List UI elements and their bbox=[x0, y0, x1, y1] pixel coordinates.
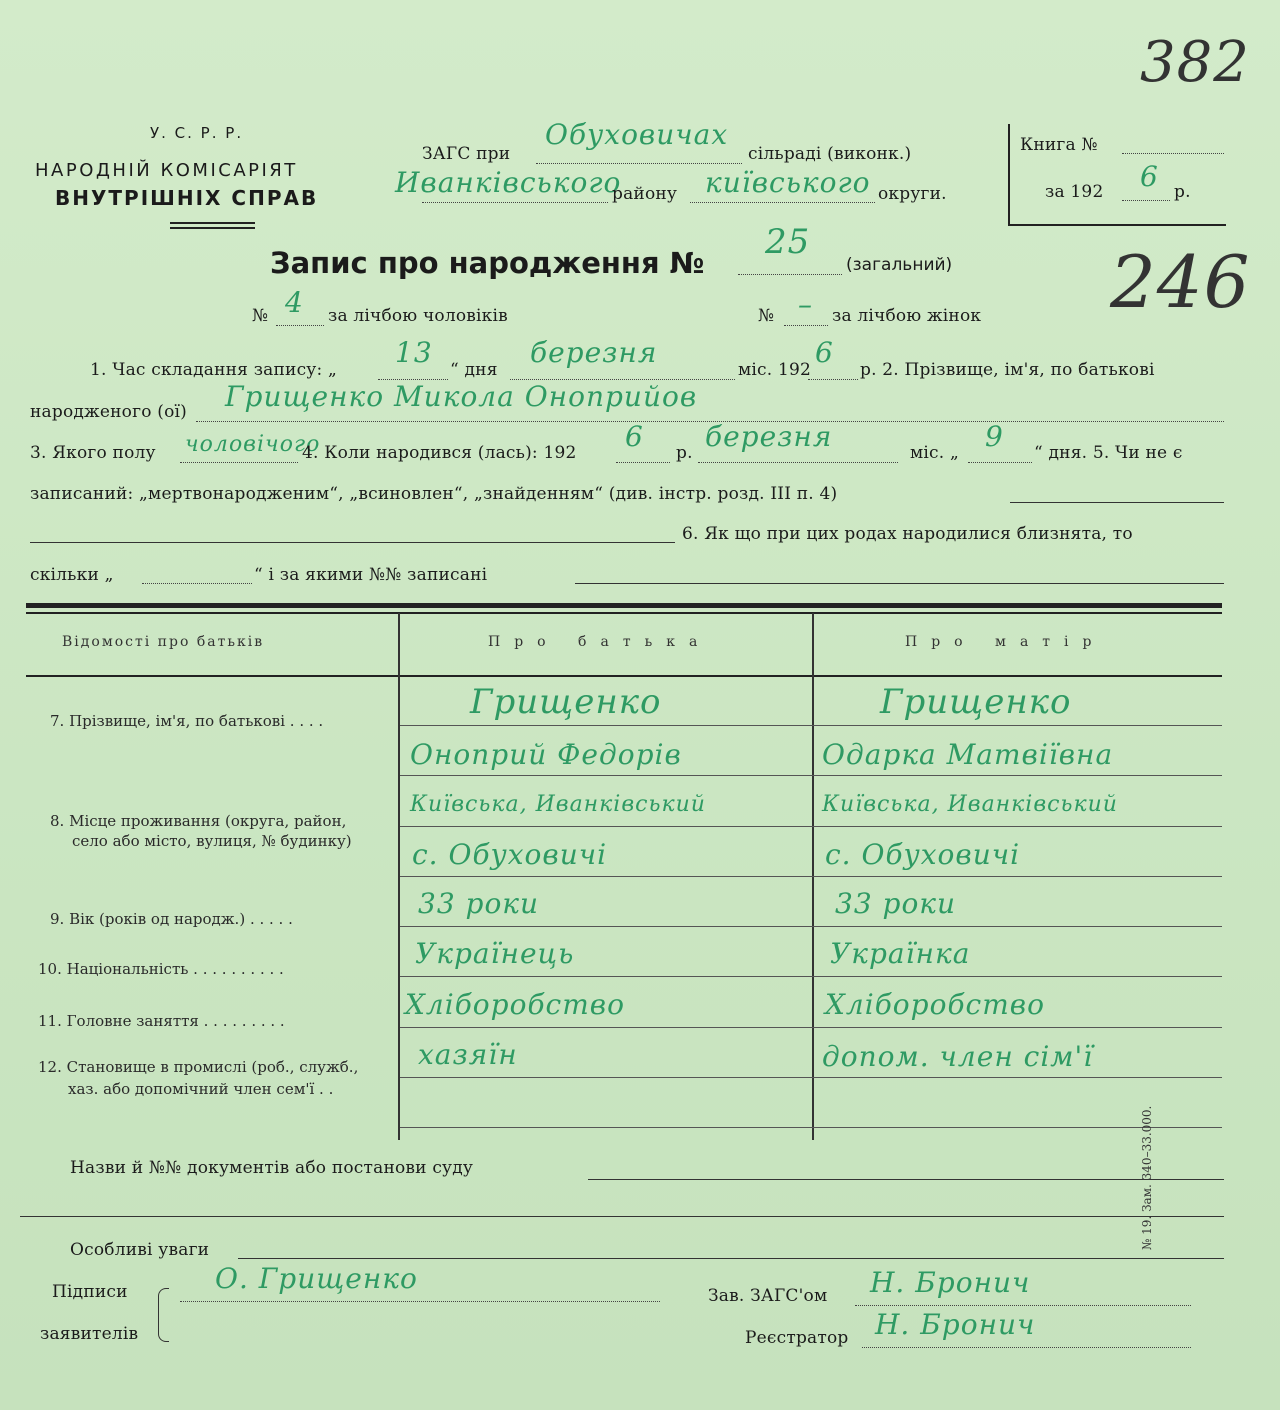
father-age: 33 роки bbox=[418, 887, 540, 920]
row1-year: 6 bbox=[815, 336, 834, 369]
table-line-2 bbox=[400, 775, 1222, 776]
row5-line bbox=[30, 541, 675, 543]
female-count-prefix: № bbox=[758, 306, 775, 326]
book-year-line bbox=[1122, 199, 1170, 201]
row4-line bbox=[1010, 501, 1224, 503]
title-number-line bbox=[738, 273, 842, 275]
label-age: 9. Вік (років од народж.) . . . . . bbox=[50, 910, 293, 928]
label-status-1: 12. Становище в промислі (роб., служб., bbox=[38, 1058, 359, 1076]
book-label: Книга № bbox=[1020, 135, 1098, 155]
label-status-2: хаз. або допомічний член сем'ї . . bbox=[68, 1080, 334, 1098]
documents-label: Назви й №№ документів або постанови суду bbox=[70, 1158, 474, 1178]
female-count-line bbox=[784, 324, 828, 326]
row1-label-c: міс. 192 bbox=[738, 360, 812, 380]
document-title: Запис про народження № bbox=[270, 246, 705, 280]
father-place-1: Київська, Иванківський bbox=[410, 792, 706, 817]
registrar-signature: Н. Бронич bbox=[875, 1308, 1036, 1341]
label-residence-1: 8. Місце проживання (округа, район, bbox=[50, 812, 347, 830]
header-rule-2 bbox=[170, 227, 255, 229]
col-header-father: Про батька bbox=[488, 634, 712, 650]
row3-label-b: 4. Коли народився (лась): 192 bbox=[302, 443, 577, 463]
table-top-rule-2 bbox=[26, 612, 1222, 614]
label-occupation: 11. Головне заняття . . . . . . . . . bbox=[38, 1012, 285, 1030]
ministry-line2: ВНУТРІШНІХ СПРАВ bbox=[55, 186, 319, 210]
table-line-4 bbox=[400, 876, 1222, 877]
zags-value: Обуховичах bbox=[545, 118, 729, 151]
row4-label: записаний: „мертвонародженим“, „всиновлен“, „знайденням“ (див. інстр. розд. III п. 4) bbox=[30, 484, 838, 504]
father-occupation: Хліборобство bbox=[405, 988, 625, 1021]
row6-count-line bbox=[142, 582, 252, 584]
row3-label-a: 3. Якого полу bbox=[30, 443, 156, 463]
margin-note: 246 bbox=[1110, 240, 1251, 324]
book-year-prefix: за 192 bbox=[1045, 182, 1104, 202]
mother-status: допом. член сім'ї bbox=[822, 1040, 1094, 1073]
mother-place-2: с. Обуховичі bbox=[825, 838, 1021, 871]
row1-month: березня bbox=[530, 336, 658, 369]
signatures-label-1: Підписи bbox=[52, 1282, 128, 1302]
row3-month-line bbox=[698, 461, 898, 463]
documents-line bbox=[588, 1178, 1224, 1180]
table-line-1 bbox=[400, 725, 1222, 726]
zags-prefix: ЗАГС при bbox=[422, 144, 511, 164]
mother-occupation: Хліборобство bbox=[825, 988, 1045, 1021]
zags-suffix: сільраді (виконк.) bbox=[748, 144, 912, 164]
female-count-label: за лічбою жінок bbox=[832, 306, 982, 326]
father-nationality: Українець bbox=[415, 937, 575, 970]
male-count-label: за лічбою чоловіків bbox=[328, 306, 508, 326]
birth-day: 9 bbox=[985, 420, 1004, 453]
label-fullname: 7. Прізвище, ім'я, по батькові . . . . bbox=[50, 712, 324, 730]
male-count-line bbox=[276, 324, 324, 326]
row1-label-a: 1. Час складання запису: „ bbox=[90, 360, 338, 380]
notes-line bbox=[238, 1257, 1224, 1259]
mother-name: Одарка Матвіївна bbox=[822, 738, 1114, 771]
birth-year: 6 bbox=[625, 420, 644, 453]
table-line-7 bbox=[400, 1027, 1222, 1028]
child-name: Грищенко Микола Оноприйов bbox=[225, 380, 698, 413]
table-line-5 bbox=[400, 926, 1222, 927]
row3-day-line bbox=[968, 461, 1032, 463]
okrug-value: київського bbox=[705, 166, 871, 199]
table-line-9 bbox=[400, 1127, 1222, 1128]
table-header-rule bbox=[26, 675, 1222, 677]
book-box-left bbox=[1008, 124, 1010, 224]
row3-year-line bbox=[616, 461, 670, 463]
col-header-info: Відомості про батьків bbox=[62, 634, 265, 650]
applicant-sign-line bbox=[180, 1300, 660, 1302]
row1-label-d: р. 2. Прізвище, ім'я, по батькові bbox=[860, 360, 1155, 380]
district-value: Иванківського bbox=[395, 166, 622, 199]
row2-label: народженого (ої) bbox=[30, 402, 187, 422]
registrar-sign-line bbox=[862, 1346, 1191, 1348]
father-surname: Грищенко bbox=[470, 682, 662, 722]
book-year-suffix: р. bbox=[1174, 182, 1191, 202]
male-count-prefix: № bbox=[252, 306, 269, 326]
header-rule-1 bbox=[170, 222, 255, 224]
father-status: хазяїн bbox=[418, 1038, 518, 1071]
row1-label-b: “ дня bbox=[450, 360, 498, 380]
male-count-value: 4 bbox=[285, 286, 304, 319]
record-number: 25 bbox=[765, 222, 811, 262]
registrar-label: Реєстратор bbox=[745, 1328, 849, 1348]
row6-line bbox=[575, 582, 1224, 584]
table-top-rule bbox=[26, 603, 1222, 608]
ministry-line1: НАРОДНІЙ КОМІСАРІЯТ bbox=[35, 160, 298, 181]
documents-line-2 bbox=[20, 1215, 1224, 1217]
row6-label-b: “ і за якими №№ записані bbox=[254, 565, 488, 585]
row5-label: 6. Як що при цих родах народилися близнята, то bbox=[682, 524, 1133, 544]
title-suffix: (загальний) bbox=[846, 255, 953, 275]
child-sex: чоловічого bbox=[185, 432, 321, 457]
district-label: району bbox=[612, 184, 678, 204]
okrug-line bbox=[690, 201, 875, 203]
signatures-label-2: заявителів bbox=[40, 1324, 139, 1344]
col-header-mother: Про матір bbox=[905, 634, 1106, 650]
father-name: Оноприй Федорів bbox=[410, 738, 682, 771]
head-label: Зав. ЗАГС'ом bbox=[708, 1286, 828, 1306]
female-count-value: – bbox=[798, 288, 813, 321]
father-place-2: с. Обуховичі bbox=[412, 838, 608, 871]
row3-sex-line bbox=[180, 461, 298, 463]
row6-label-a: скільки „ bbox=[30, 565, 114, 585]
district-line bbox=[422, 201, 608, 203]
birth-month: березня bbox=[705, 420, 833, 453]
okrug-label: округи. bbox=[878, 184, 947, 204]
mother-surname: Грищенко bbox=[880, 682, 1072, 722]
head-sign-line bbox=[855, 1304, 1191, 1306]
label-nationality: 10. Національність . . . . . . . . . . bbox=[38, 960, 284, 978]
row1-year-line bbox=[808, 378, 858, 380]
notes-label: Особливі уваги bbox=[70, 1240, 210, 1260]
row3-label-e: “ дня. 5. Чи не є bbox=[1034, 443, 1183, 463]
label-residence-2: село або місто, вулиця, № будинку) bbox=[72, 832, 352, 850]
row3-label-d: міс. „ bbox=[910, 443, 959, 463]
zags-line bbox=[536, 162, 742, 164]
head-signature: Н. Бронич bbox=[870, 1266, 1031, 1299]
table-line-6 bbox=[400, 976, 1222, 977]
applicant-signature: О. Грищенко bbox=[215, 1262, 418, 1295]
mother-nationality: Українка bbox=[830, 937, 971, 970]
book-line bbox=[1122, 152, 1224, 154]
mother-place-1: Київська, Иванківський bbox=[822, 792, 1118, 817]
row1-day: 13 bbox=[395, 336, 433, 369]
table-line-8 bbox=[400, 1077, 1222, 1078]
book-year-value: 6 bbox=[1140, 160, 1159, 193]
signature-brace bbox=[158, 1288, 169, 1342]
table-line-3 bbox=[400, 826, 1222, 827]
mother-age: 33 роки bbox=[835, 887, 957, 920]
side-print: № 19. Зам. 340–33.000. bbox=[1140, 1105, 1154, 1250]
row3-label-c: р. bbox=[676, 443, 693, 463]
page-number: 382 bbox=[1140, 30, 1250, 95]
ussr-label: У. С. Р. Р. bbox=[150, 124, 244, 142]
